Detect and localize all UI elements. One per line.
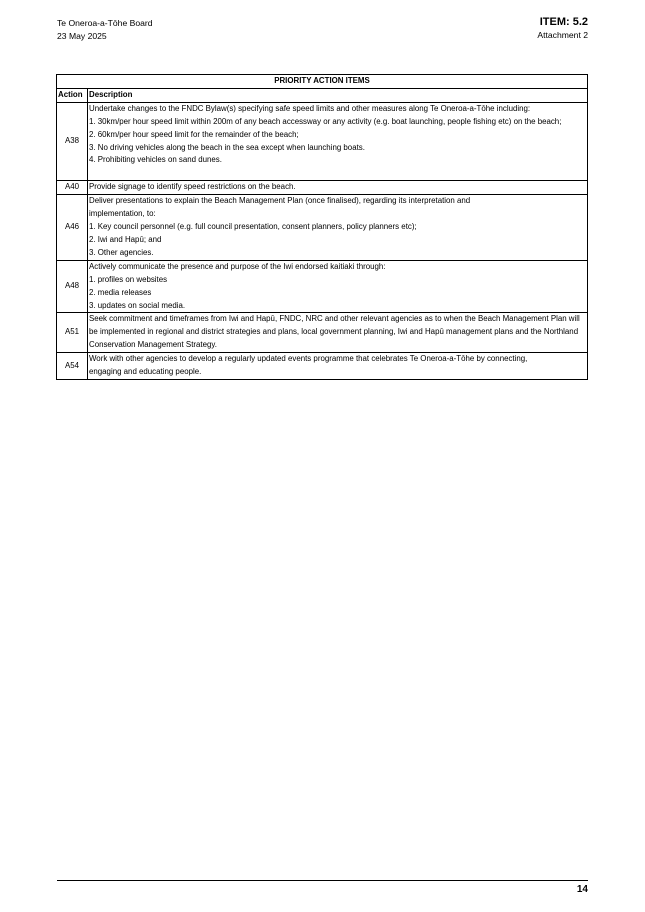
- column-header-description: Description: [88, 88, 588, 102]
- description-cell: [88, 353, 588, 380]
- header-left: [57, 17, 153, 43]
- description-cell: [88, 102, 588, 181]
- table-row: [57, 181, 588, 195]
- description-line: 2. media releases: [89, 287, 152, 297]
- description-line: Undertake changes to the FNDC Bylaw(s) specifying safe speed limits and other measures along Te Oneroa-a-Tōhe including:: [89, 103, 531, 113]
- footer-rule: [57, 880, 588, 881]
- description-line: Seek commitment and timeframes from Iwi and Hapū, FNDC, NRC and other relevant agencies as to when the Beach Management Plan will be implemented in regional and district strategies and plans, local government planning, Iwi and Hapū management plans and the Northland Conservation Management Strategy.: [89, 314, 580, 350]
- table-row: [57, 353, 588, 380]
- action-code: A38: [57, 102, 88, 181]
- description-line: 3. No driving vehicles along the beach in the sea except when launching boats.: [89, 142, 365, 152]
- action-code: A48: [57, 260, 88, 313]
- board-name: Te Oneroa-a-Tōhe Board: [57, 18, 153, 28]
- description-cell: [88, 195, 588, 261]
- table-row: [57, 260, 588, 313]
- description-line: 2. Iwi and Hapū; and: [89, 234, 162, 244]
- header-right: [537, 15, 588, 42]
- table-row: [57, 102, 588, 181]
- description-cell: [88, 313, 588, 353]
- action-code: A54: [57, 353, 88, 380]
- page-number: 14: [576, 884, 588, 895]
- description-line: Deliver presentations to explain the Beach Management Plan (once finalised), regarding its interpretation and implementation, to:: [89, 196, 471, 219]
- description-line: 1. 30km/per hour speed limit within 200m of any beach accessway or any activity (e.g. boat launching, people fishing etc) on the beach;: [89, 116, 562, 126]
- description-line: Actively communicate the presence and purpose of the Iwi endorsed kaitiaki through:: [89, 261, 386, 271]
- action-code: A46: [57, 195, 88, 261]
- table-row: [57, 195, 588, 261]
- meeting-date: 23 May 2025: [57, 31, 107, 41]
- description-cell: [88, 181, 588, 195]
- description-line: 3. updates on social media.: [89, 300, 186, 310]
- description-line: 3. Other agencies.: [89, 247, 154, 257]
- column-header-action: Action: [57, 88, 88, 102]
- description-line: 2. 60km/per hour speed limit for the remainder of the beach;: [89, 129, 299, 139]
- action-code: A40: [57, 181, 88, 195]
- table-row: [57, 313, 588, 353]
- priority-action-table: [56, 74, 588, 380]
- attachment-label: Attachment 2: [537, 30, 588, 40]
- table-title: PRIORITY ACTION ITEMS: [57, 75, 588, 89]
- description-cell: [88, 260, 588, 313]
- description-line: Work with other agencies to develop a regularly updated events programme that celebrates Te Oneroa-a-Tōhe by connecting, engaging and educating people.: [89, 354, 528, 377]
- description-line: Provide signage to identify speed restrictions on the beach.: [89, 182, 296, 192]
- description-line: 1. profiles on websites: [89, 274, 168, 284]
- action-code: A51: [57, 313, 88, 353]
- description-line: 1. Key council personnel (e.g. full council presentation, consent planners, policy planners etc);: [89, 222, 417, 232]
- item-number: ITEM: 5.2: [539, 16, 588, 28]
- description-line: 4. Prohibiting vehicles on sand dunes.: [89, 155, 222, 165]
